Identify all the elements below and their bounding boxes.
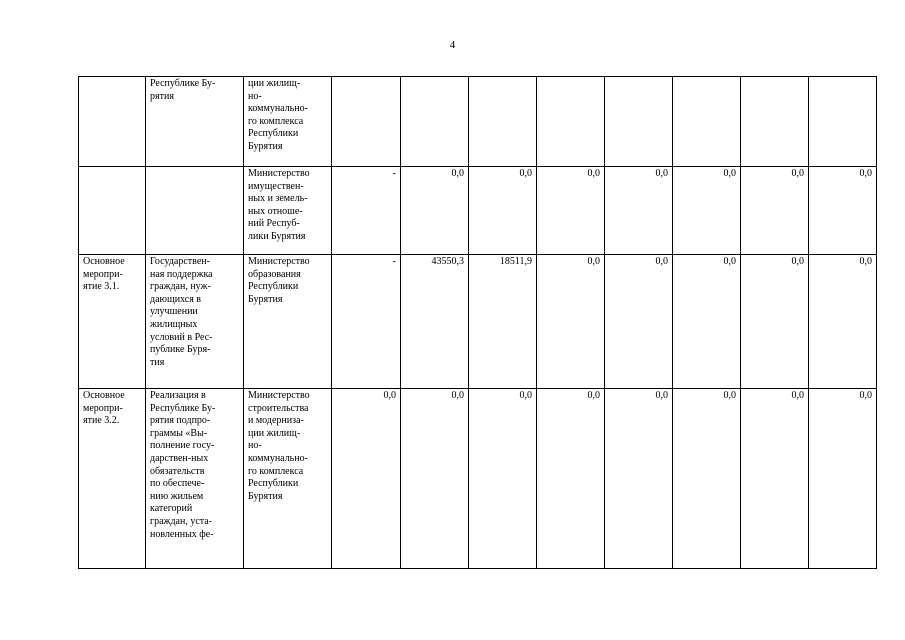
- value-cell: [469, 77, 537, 167]
- value-cell: [605, 77, 673, 167]
- value-cell: [401, 77, 469, 167]
- value-cell: 0,0: [469, 167, 537, 255]
- value-cell: 0,0: [673, 167, 741, 255]
- value-cell: [809, 77, 877, 167]
- executor-cell: Министерство строительства и модерниза- ции жилищ- но- коммунально- го комплекса Республики Бурятия: [244, 389, 332, 569]
- value-cell: 0,0: [537, 167, 605, 255]
- table-row: [79, 77, 877, 167]
- value-cell: 0,0: [605, 389, 673, 569]
- value-cell: 0,0: [741, 167, 809, 255]
- value-cell: 0,0: [605, 167, 673, 255]
- program-table: [78, 76, 877, 569]
- table-body: [79, 77, 877, 569]
- value-cell: 0,0: [537, 389, 605, 569]
- value-cell: 0,0: [401, 167, 469, 255]
- name-cell: Государствен- ная поддержка граждан, нуж- дающихся в улучшении жилищных условий в Рес- публике Буря- тия: [146, 255, 244, 389]
- value-cell: 0,0: [332, 389, 401, 569]
- value-cell: 0,0: [605, 255, 673, 389]
- value-cell: -: [332, 255, 401, 389]
- value-cell: [741, 77, 809, 167]
- value-cell: 0,0: [809, 167, 877, 255]
- table-row: [79, 255, 877, 389]
- value-cell: -: [332, 167, 401, 255]
- value-cell: [673, 77, 741, 167]
- measure-cell: Основное меропри- ятие 3.2.: [79, 389, 146, 569]
- value-cell: 18511,9: [469, 255, 537, 389]
- name-cell: Республике Бу- рятия: [146, 77, 244, 167]
- value-cell: 0,0: [809, 255, 877, 389]
- value-cell: 0,0: [673, 389, 741, 569]
- value-cell: 0,0: [401, 389, 469, 569]
- name-cell: [146, 167, 244, 255]
- measure-cell: Основное меропри- ятие 3.1.: [79, 255, 146, 389]
- table-row: [79, 389, 877, 569]
- value-cell: 0,0: [741, 389, 809, 569]
- table-row: [79, 167, 877, 255]
- executor-cell: Министерство образования Республики Бурятия: [244, 255, 332, 389]
- value-cell: 0,0: [741, 255, 809, 389]
- measure-cell: [79, 77, 146, 167]
- value-cell: 0,0: [537, 255, 605, 389]
- value-cell: 0,0: [809, 389, 877, 569]
- executor-cell: ции жилищ- но- коммунально- го комплекса Республики Бурятия: [244, 77, 332, 167]
- measure-cell: [79, 167, 146, 255]
- value-cell: [332, 77, 401, 167]
- page-number: 4: [449, 39, 456, 51]
- value-cell: 43550,3: [401, 255, 469, 389]
- value-cell: 0,0: [469, 389, 537, 569]
- name-cell: Реализация в Республике Бу- рятия подпро- граммы «Вы- полнение госу- дарствен-ных обязательств по обеспече- нию жильем категорий граждан, уста- новленных фе-: [146, 389, 244, 569]
- executor-cell: Министерство имуществен- ных и земель- ных отноше- ний Респуб- лики Бурятия: [244, 167, 332, 255]
- value-cell: 0,0: [673, 255, 741, 389]
- value-cell: [537, 77, 605, 167]
